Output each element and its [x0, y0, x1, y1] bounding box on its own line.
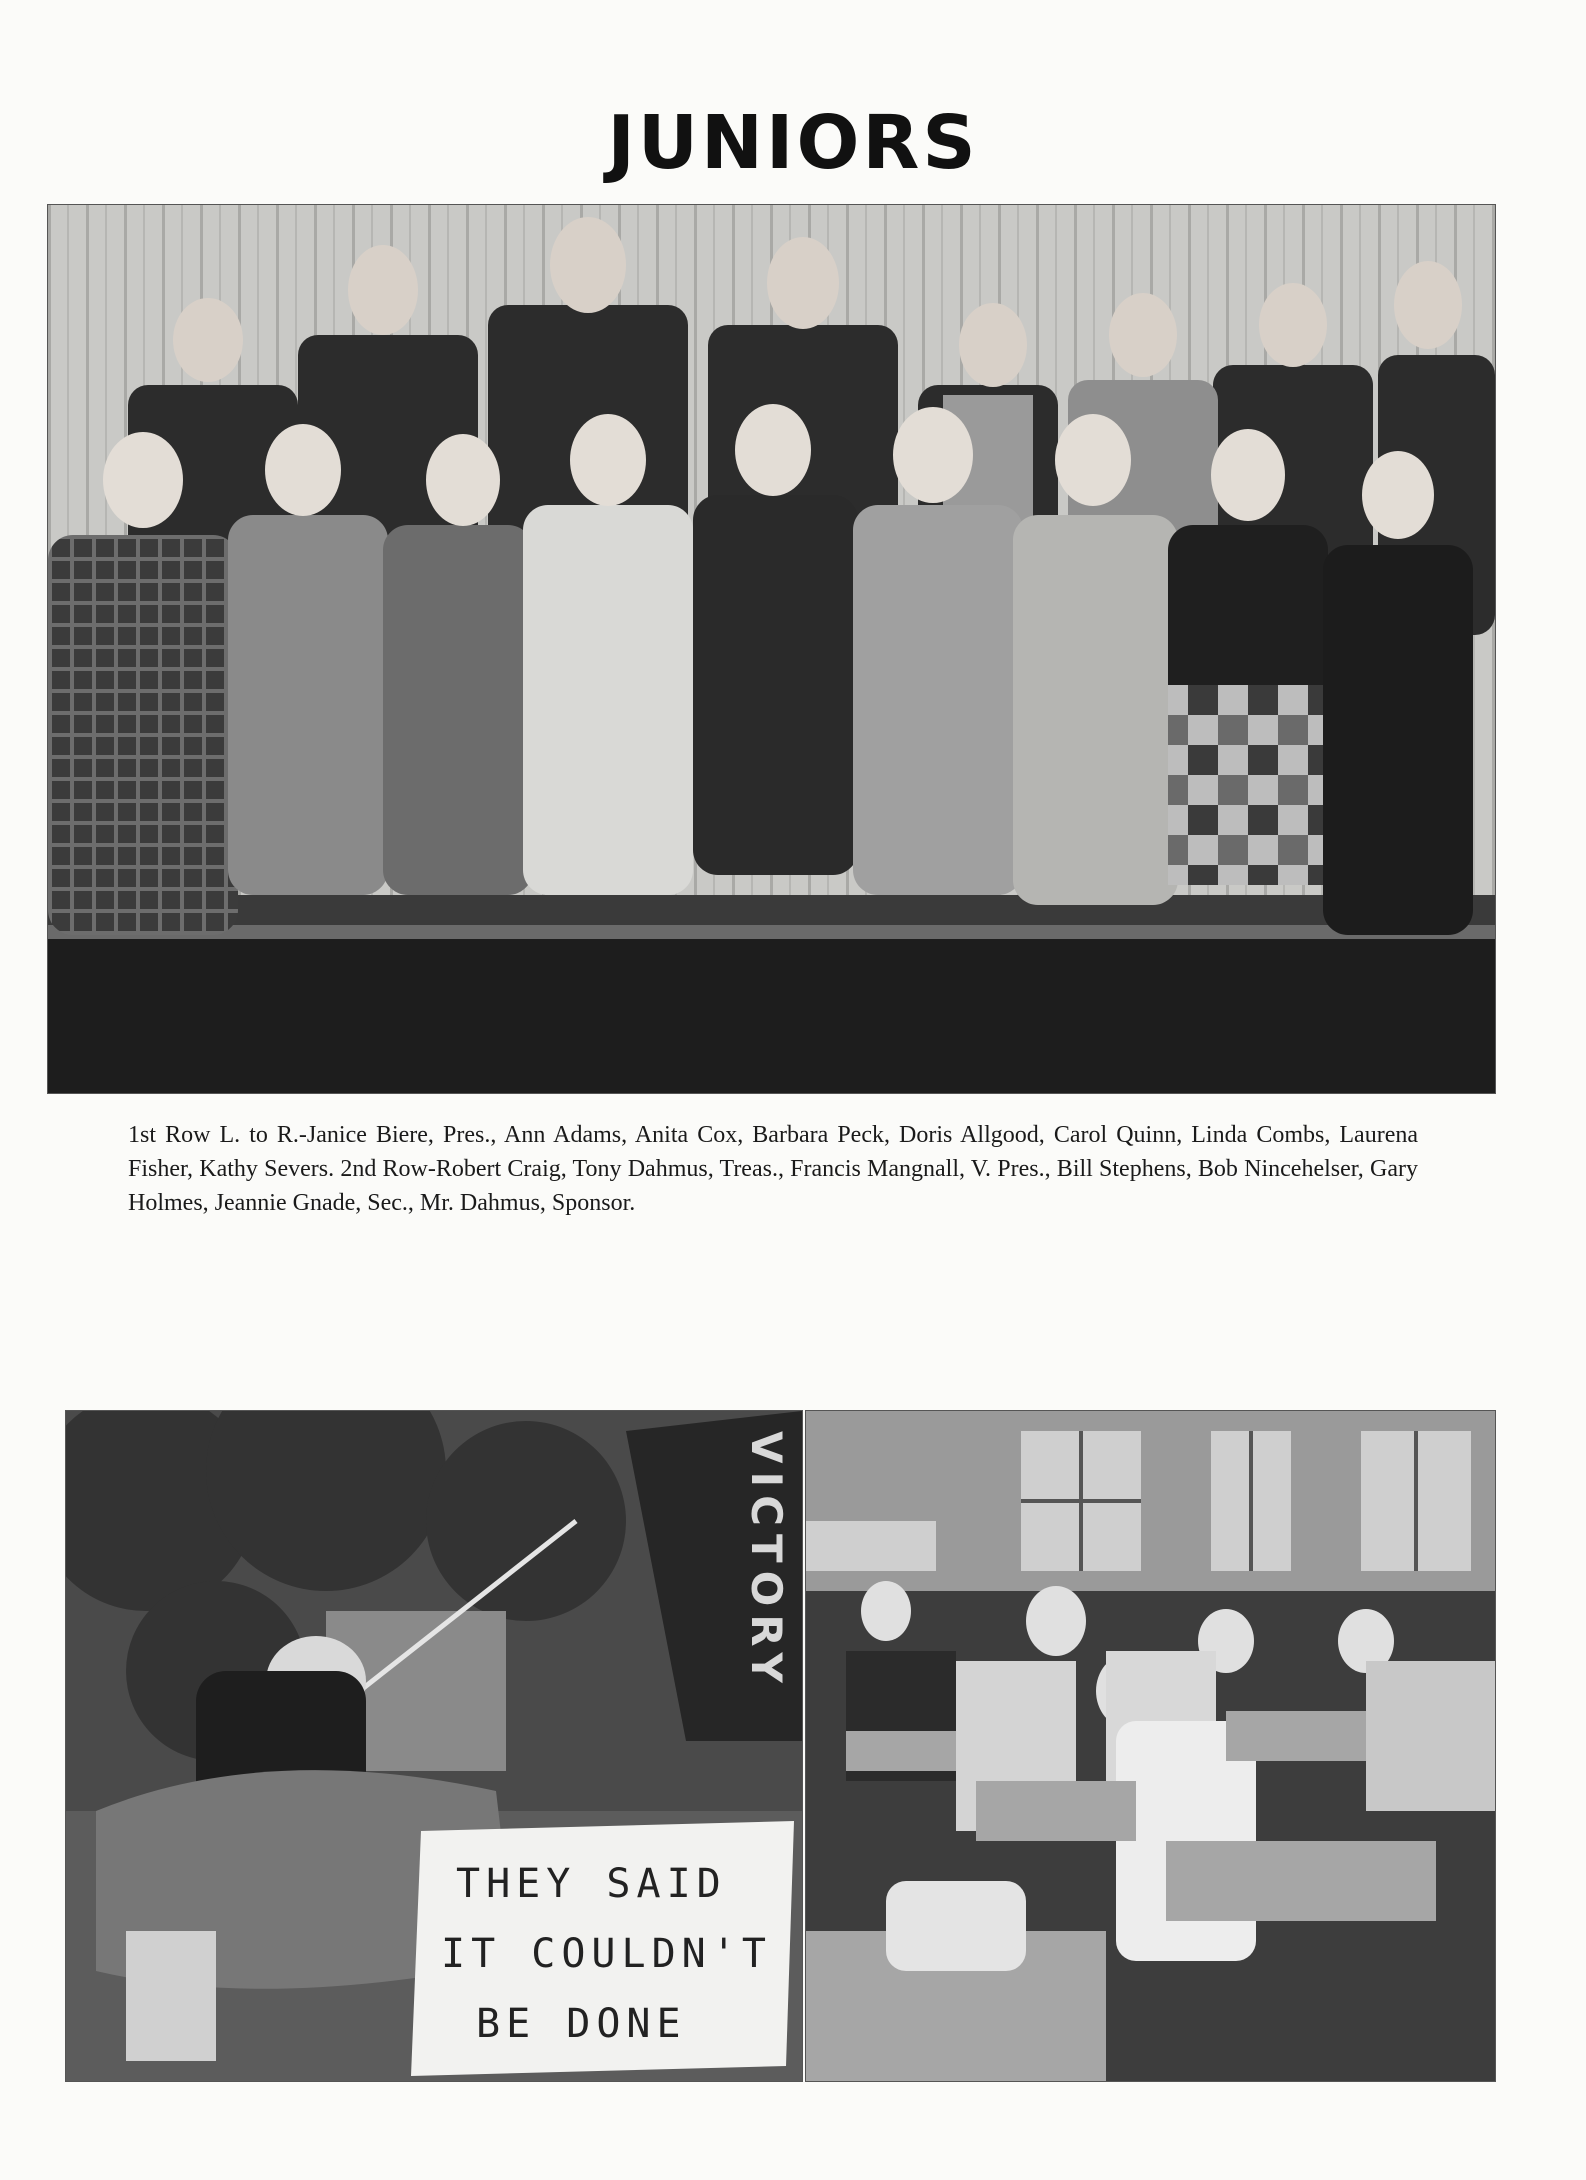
classroom-photo-image	[806, 1411, 1495, 2081]
group-caption: 1st Row L. to R.-Janice Biere, Pres., Ann Adams, Anita Cox, Barbara Peck, Doris Allgood, Carol Quinn, Linda Combs, Laurena Fisher, Kathy Severs. 2nd Row-Robert Craig, Tony Dahmus, Treas., Francis Mangnall, V. Pres., Bill Stephens, Bob Nincehelser, Gary Holmes, Jeannie Gnade, Sec., Mr. Dahmus, Sponsor.	[128, 1122, 1418, 1216]
sign-line-2: IT COULDN'T	[441, 1931, 772, 1977]
victory-flag-text: VICTORY	[742, 1431, 791, 1691]
page-title: JUNIORS	[607, 100, 979, 186]
sign-line-1: THEY SAID	[456, 1861, 727, 1907]
victory-photo-image	[66, 1411, 802, 2081]
group-photo-image	[48, 205, 1495, 1093]
sign-line-3: BE DONE	[476, 2001, 687, 2047]
classroom-photo	[806, 1411, 1495, 2081]
victory-photo	[66, 1411, 802, 2081]
group-photo	[48, 205, 1495, 1093]
